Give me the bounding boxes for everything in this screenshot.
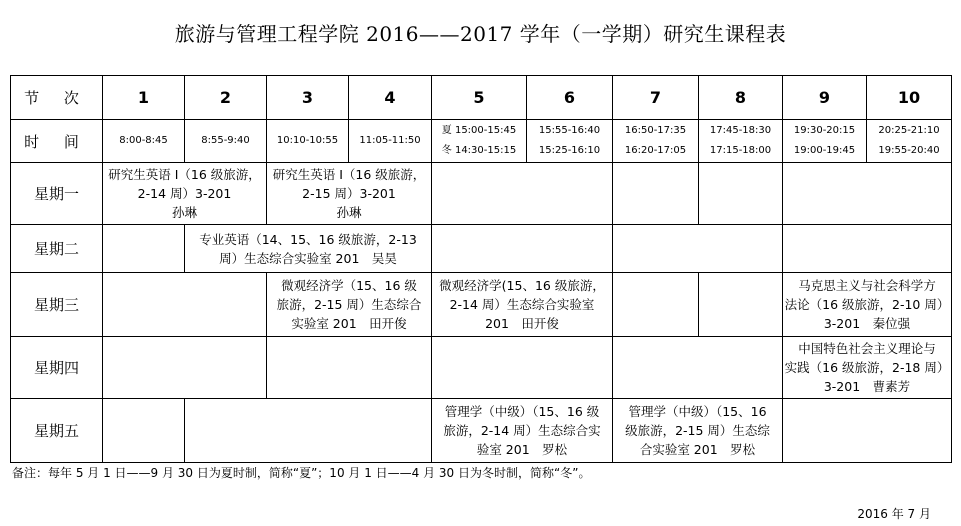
empty-cell	[613, 225, 783, 273]
day-label: 星期一	[11, 163, 103, 225]
course-cell: 中国特色社会主义理论与 实践（16 级旅游，2-18 周） 3-201 曹素芳	[783, 337, 952, 399]
period-label: 节 次	[11, 76, 103, 120]
course-cell: 管理学（中级）（15、16 级旅游，2-15 周）生态综 合实验室 201 罗松	[613, 399, 783, 463]
day-row-monday	[11, 163, 952, 225]
empty-cell	[432, 163, 613, 225]
footnote: 备注：每年 5 月 1 日——9 月 30 日为夏时制，简称“夏”；10 月 1 日——4 月 30 日为冬时制，简称“冬”。	[12, 466, 591, 480]
day-label: 星期五	[11, 399, 103, 463]
day-label: 星期三	[11, 273, 103, 337]
empty-cell	[185, 399, 432, 463]
empty-cell	[613, 163, 699, 225]
empty-cell	[699, 273, 783, 337]
period-5: 5	[432, 76, 527, 120]
time-cell: 11:05-11:50	[349, 120, 432, 163]
time-cell: 10:10-10:55	[267, 120, 349, 163]
day-row-tuesday	[11, 225, 952, 273]
day-row-thursday	[11, 337, 952, 399]
time-label: 时 间	[11, 120, 103, 163]
time-cell: 19:30-20:15 19:00-19:45	[783, 120, 867, 163]
course-cell: 管理学（中级）（15、16 级 旅游，2-14 周）生态综合实 验室 201 罗松	[432, 399, 613, 463]
period-4: 4	[349, 76, 432, 120]
time-cell: 15:55-16:40 15:25-16:10	[527, 120, 613, 163]
period-3: 3	[267, 76, 349, 120]
empty-cell	[783, 399, 952, 463]
empty-cell	[103, 399, 185, 463]
period-header-row	[11, 76, 952, 120]
course-cell: 微观经济学（15、16 级 旅游，2-15 周）生态综合 实验室 201 田开俊	[267, 273, 432, 337]
day-label: 星期二	[11, 225, 103, 273]
empty-cell	[613, 337, 783, 399]
empty-cell	[103, 273, 267, 337]
empty-cell	[699, 163, 783, 225]
empty-cell	[613, 273, 699, 337]
period-7: 7	[613, 76, 699, 120]
period-1: 1	[103, 76, 185, 120]
period-6: 6	[527, 76, 613, 120]
time-cell: 夏 15:00-15:45 冬 14:30-15:15	[432, 120, 527, 163]
time-cell: 8:00-8:45	[103, 120, 185, 163]
day-row-friday	[11, 399, 952, 463]
document-date: 2016 年 7 月	[857, 507, 931, 521]
period-9: 9	[783, 76, 867, 120]
time-cell: 8:55-9:40	[185, 120, 267, 163]
empty-cell	[103, 337, 267, 399]
schedule-table	[10, 75, 952, 463]
time-cell: 17:45-18:30 17:15-18:00	[699, 120, 783, 163]
empty-cell	[103, 225, 185, 273]
course-cell: 研究生英语 I（16 级旅游， 2-15 周）3-201 孙琳	[267, 163, 432, 225]
day-label: 星期四	[11, 337, 103, 399]
period-2: 2	[185, 76, 267, 120]
course-cell: 微观经济学(15、16 级旅游， 2-14 周）生态综合实验室 201 田开俊	[432, 273, 613, 337]
empty-cell	[267, 337, 432, 399]
time-cell: 16:50-17:35 16:20-17:05	[613, 120, 699, 163]
period-8: 8	[699, 76, 783, 120]
empty-cell	[432, 225, 613, 273]
period-10: 10	[867, 76, 952, 120]
day-row-wednesday	[11, 273, 952, 337]
empty-cell	[783, 225, 952, 273]
time-cell: 20:25-21:10 19:55-20:40	[867, 120, 952, 163]
empty-cell	[432, 337, 613, 399]
course-cell: 专业英语（14、15、16 级旅游，2-13 周）生态综合实验室 201 吴昊	[185, 225, 432, 273]
empty-cell	[783, 163, 952, 225]
course-cell: 马克思主义与社会科学方 法论（16 级旅游，2-10 周） 3-201 秦位强	[783, 273, 952, 337]
time-header-row	[11, 120, 952, 163]
course-cell: 研究生英语 I（16 级旅游， 2-14 周）3-201 孙琳	[103, 163, 267, 225]
page-title: 旅游与管理工程学院 2016——2017 学年（一学期）研究生课程表	[174, 22, 787, 46]
